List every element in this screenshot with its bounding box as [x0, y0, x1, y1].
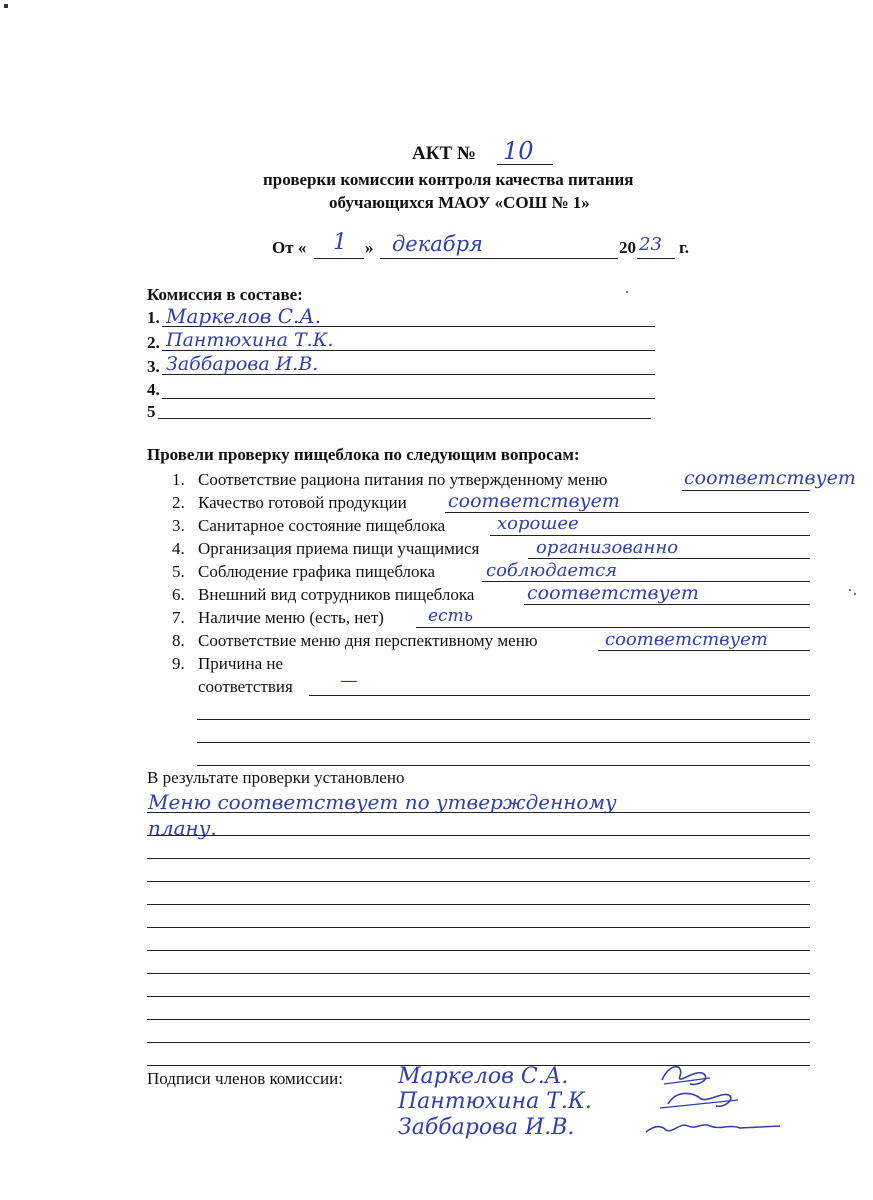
reason-line [309, 695, 810, 696]
member-name: Пантюхина Т.К. [166, 329, 334, 351]
result-line [147, 1019, 810, 1020]
question-number: 7. [172, 608, 185, 627]
reason-line [197, 765, 810, 766]
reason-label-line1: Причина не [198, 654, 284, 673]
question-text: Наличие меню (есть, нет) [198, 608, 384, 627]
answer-line [528, 558, 810, 559]
reason-label-line2: соответствия [198, 677, 293, 696]
result-text-line2: плану. [148, 816, 217, 840]
question-answer: соответствует [448, 490, 620, 512]
date-year-end: г. [679, 238, 690, 257]
act-number: 10 [503, 137, 534, 165]
result-line [147, 858, 810, 859]
question-number: 5. [172, 562, 185, 581]
result-line [147, 812, 810, 813]
signatures-heading: Подписи членов комиссии: [147, 1069, 343, 1088]
date-day-line [314, 258, 364, 259]
result-heading: В результате проверки установлено [147, 768, 405, 787]
question-text: Соблюдение графика пищеблока [198, 562, 436, 581]
member-number: 2. [147, 333, 160, 352]
scan-speck [849, 589, 851, 591]
answer-line [598, 650, 810, 651]
question-text: Качество готовой продукции [198, 493, 407, 512]
member-name: Заббарова И.В. [166, 353, 319, 375]
answer-line [524, 604, 810, 605]
signature-scribbles [640, 1060, 790, 1140]
reason-answer: — [340, 670, 358, 691]
result-line [147, 996, 810, 997]
question-answer: хорошее [497, 513, 579, 534]
date-day: 1 [333, 230, 347, 255]
scan-corner-mark [4, 4, 8, 8]
question-number: 9. [172, 654, 185, 673]
result-line [147, 973, 810, 974]
member-number: 5 [147, 402, 156, 421]
question-text: Организация приема пищи учащимися [198, 539, 480, 558]
question-answer: есть [428, 606, 473, 626]
result-line [147, 1042, 810, 1043]
commission-heading: Комиссия в составе: [147, 285, 303, 304]
question-text: Соответствие рациона питания по утвержденному меню [198, 470, 608, 489]
result-line [147, 904, 810, 905]
date-year-line [637, 258, 675, 259]
question-number: 1. [172, 470, 185, 489]
question-answer: соответствует [605, 629, 768, 650]
date-month-line [380, 258, 618, 259]
question-number: 2. [172, 493, 185, 512]
question-number: 3. [172, 516, 185, 535]
result-text-line1: Меню соответствует по утвержденному [148, 790, 617, 814]
signature-line: Заббарова И.В. [398, 1115, 575, 1140]
question-answer: соблюдается [486, 560, 618, 581]
member-number: 1. [147, 308, 160, 327]
result-line [147, 927, 810, 928]
question-answer: соответствует [684, 467, 856, 489]
scan-speck [854, 593, 856, 595]
act-title-prefix: АКТ № [412, 143, 477, 164]
date-month: декабря [392, 232, 483, 256]
answer-line [682, 490, 810, 491]
question-number: 6. [172, 585, 185, 604]
signature-line: Маркелов С.А. [398, 1064, 569, 1089]
member-number: 3. [147, 357, 160, 376]
question-answer: организованно [536, 537, 679, 558]
question-number: 4. [172, 539, 185, 558]
date-year-prefix: 20 [619, 238, 636, 257]
reason-line [197, 719, 810, 720]
act-subtitle-line1: проверки комиссии контроля качества питания [263, 170, 634, 189]
result-line [147, 835, 810, 836]
date-year-suffix: 23 [639, 234, 662, 255]
question-text: Внешний вид сотрудников пищеблока [198, 585, 475, 604]
member-line [158, 418, 651, 419]
answer-line [416, 627, 810, 628]
member-name: Маркелов С.А. [166, 304, 321, 328]
question-text: Санитарное состояние пищеблока [198, 516, 446, 535]
member-line [162, 398, 655, 399]
result-line [147, 950, 810, 951]
member-number: 4. [147, 380, 160, 399]
question-number: 8. [172, 631, 185, 650]
reason-line [197, 742, 810, 743]
question-text: Соответствие меню дня перспективному меню [198, 631, 538, 650]
scan-speck [626, 291, 628, 293]
date-close-quote: » [365, 238, 374, 257]
date-from-label: От « [272, 238, 307, 257]
result-line [147, 881, 810, 882]
question-answer: соответствует [527, 582, 699, 604]
act-subtitle-line2: обучающихся МАОУ «СОШ № 1» [329, 193, 590, 212]
inspection-heading: Провели проверку пищеблока по следующим вопросам: [147, 445, 580, 464]
answer-line [490, 535, 810, 536]
signature-line: Пантюхина Т.К. [398, 1089, 592, 1114]
